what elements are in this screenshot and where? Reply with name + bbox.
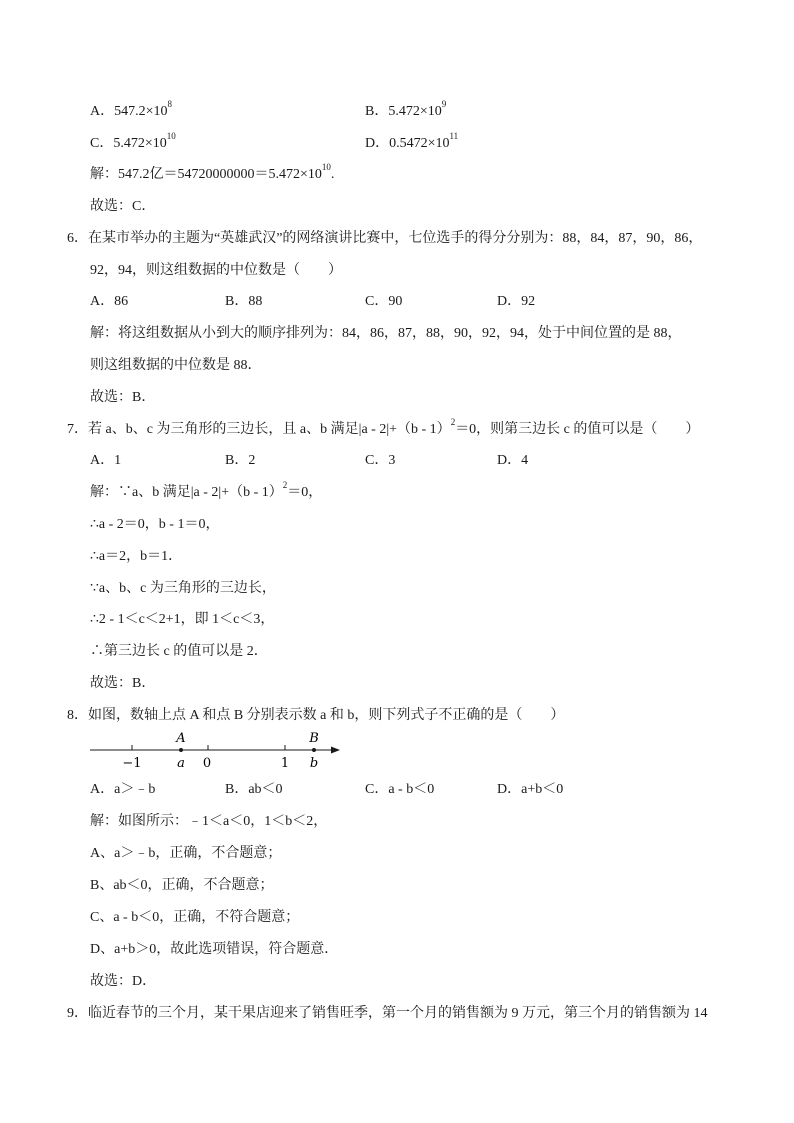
q5-option-c: C．$5.472\times 10^{10}$ [90,131,176,151]
q6-option-b: B．88 [225,294,263,309]
q8-solution-line-3: B、ab＜0，正确，不合题意； [90,878,274,893]
q7-solution-line-6: ∴第三边长 c 的值可以是 2． [90,644,268,659]
q9-stem-line-1: 9．临近春节的三个月，某干果店迎来了销售旺季，第一个月的销售额为 9 万元，第三个月的销售额为 14 [67,1006,708,1021]
q7-solution-line-4: ∵a、b、c 为三角形的三边长， [90,581,276,596]
q5-option-a: A．$547.2\times 10^8$ [90,99,173,119]
q8-solution-line-4: C、a - b＜0，正确，不符合题意； [90,910,300,925]
q6-option-d: D．92 [497,294,536,309]
tick-label-1: 1 [280,756,290,771]
point-a-variable: a [177,756,185,771]
number-line-diagram [88,728,348,774]
point-a-dot [179,748,183,752]
q7-answer: 故选：B． [90,676,156,691]
q8-solution-line-5: D、a+b＞0，故此选项错误，符合题意． [90,942,339,957]
q8-option-a: A．a＞﹣b [90,782,156,797]
q6-solution-line-1: 解：将这组数据从小到大的顺序排列为：84，86，87，88，90，92，94，处于中间位置的是 88， [90,326,682,341]
q8-solution-line-1: 解：如图所示：﹣1＜a＜0，1＜b＜2， [90,814,328,829]
q7-option-b: B．2 [225,453,256,468]
q6-solution-line-2: 则这组数据的中位数是 88． [90,358,262,373]
q6-stem-line-2: 92，94，则这组数据的中位数是（ ） [90,263,342,278]
q8-answer: 故选：D． [90,974,157,989]
q5-solution: 解：547.2亿$=54720000000=5.472\times 10^{10}$. [90,162,335,182]
q7-solution-line-5: ∴2 - 1＜c＜2+1，即 1＜c＜3， [90,612,275,627]
q8-solution-line-2: A、a＞﹣b，正确，不合题意； [90,846,282,861]
q6-option-c: C．90 [365,294,403,309]
q5-answer: 故选：C． [90,199,156,214]
q7-solution-line-1: 解：∵a、b 满足|a - 2|+（b - 1）$^2$＝0， [90,480,323,500]
q7-stem: 7．若 a、b、c 为三角形的三边长，且 a、b 满足|a - 2|+（b - 1）$^2$＝0，则第三边长 c 的值可以是（ ） [67,417,700,437]
q5-option-d: D．$0.5472\times 10^{11}$ [365,131,459,151]
q6-stem-line-1: 6．在某市举办的主题为“英雄武汉”的网络演讲比赛中，七位选手的得分分别为：88，84，87，90，86， [67,231,703,246]
q8-option-d: D．a+b＜0 [497,782,564,797]
q7-solution-line-3: ∴a＝2，b＝1． [90,549,183,564]
q5-option-b: B．$5.472\times 10^9$ [365,99,447,119]
q6-option-a: A．86 [90,294,129,309]
q7-option-a: A．1 [90,453,122,468]
q7-option-d: D．4 [497,453,529,468]
point-b-label: B [309,731,319,746]
tick-label-neg1: −1 [122,756,142,771]
axis-arrow-icon [331,747,340,754]
q8-option-c: C．a - b＜0 [365,782,435,797]
q7-option-c: C．3 [365,453,396,468]
tick-label-0: 0 [202,756,212,771]
q8-option-b: B．ab＜0 [225,782,283,797]
point-a-label: A [176,731,186,746]
q8-stem: 8．如图，数轴上点 A 和点 B 分别表示数 a 和 b，则下列式子不正确的是（ ） [67,708,565,723]
point-b-dot [312,748,316,752]
q7-solution-line-2: ∴a - 2＝0，b - 1＝0， [90,517,220,532]
q6-answer: 故选：B． [90,390,156,405]
point-b-variable: b [309,756,319,771]
